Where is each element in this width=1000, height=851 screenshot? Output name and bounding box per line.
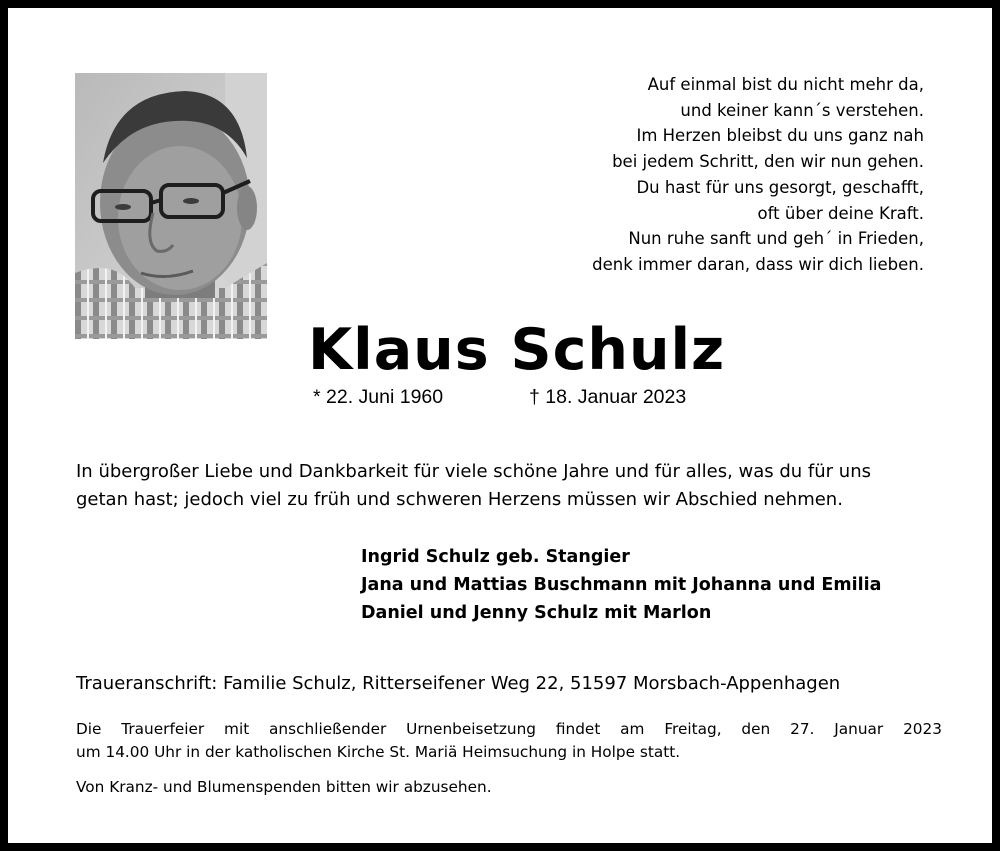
ceremony-line: Die Trauerfeier mit anschließender Urnenbeisetzung findet am Freitag, den 27. Januar 2023 bbox=[76, 720, 942, 738]
poem-line: Nun ruhe sanft und geh´ in Frieden, bbox=[628, 229, 924, 249]
mourner-entry: Jana und Mattias Buschmann mit Johanna und Emilia bbox=[361, 575, 882, 595]
intro-text bbox=[76, 458, 946, 514]
mourning-address: Traueranschrift: Familie Schulz, Ritterseifener Weg 22, 51597 Morsbach-Appenhagen bbox=[76, 673, 841, 694]
mourner-entry: Daniel und Jenny Schulz mit Marlon bbox=[361, 603, 712, 623]
intro-line: getan hast; jedoch viel zu früh und schweren Herzens müssen wir Abschied nehmen. bbox=[76, 489, 843, 510]
intro-line: In übergroßer Liebe und Dankbarkeit für viele schöne Jahre und für alles, was du für uns bbox=[76, 461, 871, 482]
poem-line: oft über deine Kraft. bbox=[757, 203, 924, 223]
portrait-photo bbox=[75, 73, 267, 339]
poem-line: Auf einmal bist du nicht mehr da, bbox=[647, 75, 924, 94]
ceremony-info bbox=[76, 718, 942, 764]
ceremony-line: um 14.00 Uhr in der katholischen Kirche St. Mariä Heimsuchung in Holpe statt. bbox=[76, 743, 681, 761]
deceased-name: Klaus Schulz bbox=[308, 317, 726, 383]
mourner-entry: Ingrid Schulz geb. Stangier bbox=[361, 547, 630, 567]
death-date: † 18. Januar 2023 bbox=[529, 386, 687, 408]
flower-request: Von Kranz- und Blumenspenden bitten wir abzusehen. bbox=[76, 778, 492, 796]
poem-line: Du hast für uns gesorgt, geschafft, bbox=[636, 177, 924, 197]
poem-line: bei jedem Schritt, den wir nun gehen. bbox=[612, 152, 924, 172]
birth-date: * 22. Juni 1960 bbox=[313, 386, 444, 408]
mourners-list bbox=[361, 543, 961, 627]
poem-line: und keiner kann´s verstehen. bbox=[680, 100, 924, 120]
poem-line: denk immer daran, dass wir dich lieben. bbox=[592, 254, 924, 274]
poem bbox=[504, 72, 924, 278]
poem-line: Im Herzen bleibst du uns ganz nah bbox=[636, 126, 924, 146]
